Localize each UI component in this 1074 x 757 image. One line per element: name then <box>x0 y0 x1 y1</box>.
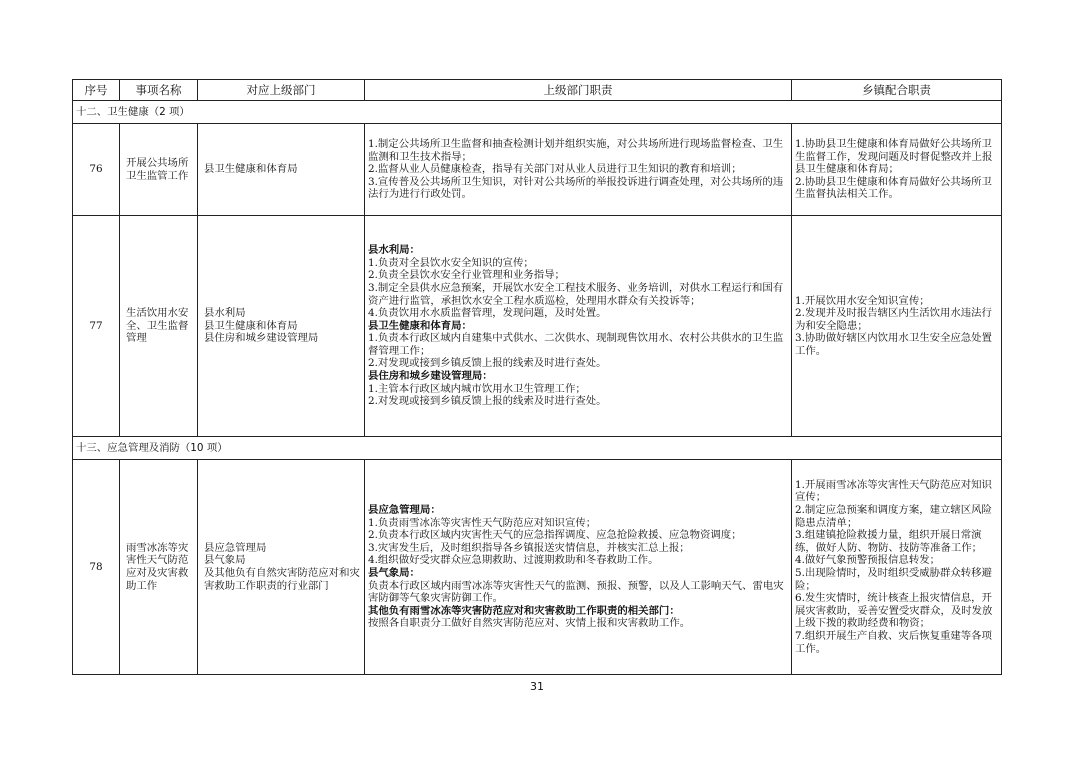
town-duty-line: 5.出现险情时，及时组织受威胁群众转移避险； <box>795 567 992 592</box>
duty-line: 1.负责对全县饮水安全知识的宣传； <box>368 256 534 269</box>
town-duty-line: 2.协助县卫生健康和体育局做好公共场所卫生监督执法相关工作。 <box>795 175 992 201</box>
duty-line: 2.监督从业人员健康检查，指导有关部门对从业人员进行卫生知识的教育和培训； <box>368 163 742 176</box>
town-duty-line: 1.协助县卫生健康和体育局做好公共场所卫生监督工作，发现问题及时督促整改并上报县卫生健康和体育局； <box>795 138 993 176</box>
duty-line: 2.对发现或接到乡镇反馈上报的线索及时进行查处。 <box>368 357 607 370</box>
dept-name: 县卫生健康和体育局 <box>204 319 298 332</box>
duty-line: 1.制定公共场所卫生监督和抽查检测计划并组织实施，对公共场所进行现场监督检查、卫生监测和卫生技术指导； <box>368 138 784 163</box>
duty-line: 1.负责本行政区域内自建集中式供水、二次供水、现制现售饮用水、农村公共供水的卫生监督管理工作； <box>368 332 784 357</box>
duty-line: 4.负责饮用水水质监督管理，发现问题，及时处置。 <box>368 307 607 320</box>
header-seq: 序号 <box>73 80 120 101</box>
town-cell <box>792 216 1002 437</box>
town-duty-line: 4.做好气象预警预报信息转发； <box>795 554 940 567</box>
table-row <box>73 460 1002 675</box>
duty-line: 2.对发现或接到乡镇反馈上报的线索及时进行查处。 <box>368 395 607 408</box>
dept-name: 县水利局 <box>204 307 246 320</box>
town-duty-line: 1.开展饮用水安全知识宣传； <box>795 294 930 307</box>
duty-line: 1.负责雨雪冰冻等灾害性天气防范应对知识宣传； <box>368 516 597 529</box>
dept-heading: 县住房和城乡建设管理局： <box>368 370 493 383</box>
duties-cell <box>365 216 792 437</box>
town-duty-line: 6.发生灾情时，统计核查上报灾情信息，开展灾害救助，妥善安置受灾群众，及时发放上级下拨的救助经费和物资； <box>795 592 993 630</box>
town-cell <box>792 124 1002 216</box>
row-number: 78 <box>73 460 120 675</box>
dept-name: 县住房和城乡建设管理局 <box>204 332 319 345</box>
duty-line: 负责本行政区域内雨雪冰冻等灾害性天气的监测、预报、预警，以及人工影响天气、雷电灾害防御等气象灾害防御工作。 <box>368 579 784 605</box>
table-row <box>73 124 1002 216</box>
duty-line: 按照各自职责分工做好自然灾害防范应对、灾情上报和灾害救助工作。 <box>368 617 691 630</box>
dept-heading: 县应急管理局： <box>368 504 441 517</box>
town-duty-line: 3.组建镇抢险救援力量，组织开展日常演练，做好人防、物防、技防等准备工作； <box>795 529 983 554</box>
responsibility-table <box>72 79 1002 675</box>
town-cell <box>792 460 1002 675</box>
item-name: 开展公共场所卫生监管工作 <box>120 124 198 216</box>
dept-cell <box>198 216 365 437</box>
duty-line: 4.组织做好受灾群众应急期救助、过渡期救助和冬春救助工作。 <box>368 554 659 567</box>
section-title: 十三、应急管理及消防（10 项） <box>73 437 1002 460</box>
town-duty-line: 1.开展雨雪冰冻等灾害性天气防范应对知识宣传； <box>795 478 992 504</box>
duty-line: 3.宣传普及公共场所卫生知识，对针对公共场所的举报投诉进行调查处理，对公共场所的违法行为进行行政处罚。 <box>368 175 784 201</box>
duty-line: 3.灾害发生后，及时组织指导各乡镇报送灾情信息，并核实汇总上报； <box>368 541 690 554</box>
dept-name: 县应急管理局 <box>204 541 267 554</box>
duty-line: 3.制定全县供水应急预案，开展饮水安全工程技术服务、业务培训，对供水工程运行和国有资产进行监管，承担饮水安全工程水质巡检，处理用水群众有关投诉等； <box>368 281 784 307</box>
town-duty-line: 2.制定应急预案和调度方案，建立辖区风险隐患点清单； <box>795 504 992 529</box>
dept-name: 县卫生健康和体育局 <box>204 163 298 176</box>
header-dept-duties: 上级部门职责 <box>365 80 792 101</box>
duty-line: 2.负责本行政区域内灾害性天气的应急指挥调度、应急抢险救援、应急物资调度； <box>368 529 742 542</box>
dept-heading: 县卫生健康和体育局： <box>368 319 472 332</box>
header-dept: 对应上级部门 <box>198 80 365 101</box>
dept-cell <box>198 124 365 216</box>
dept-cell <box>198 460 365 675</box>
item-name: 雨雪冰冻等灾害性天气防范应对及灾害救助工作 <box>120 460 198 675</box>
row-number: 77 <box>73 216 120 437</box>
town-duty-line: 7.组织开展生产自救、灾后恢复重建等各项工作。 <box>795 629 992 655</box>
town-duty-line: 3.协助做好辖区内饮用水卫生安全应急处置工作。 <box>795 332 992 357</box>
dept-name: 及其他负有自然灾害防范应对和灾害救助工作职责的行业部门 <box>204 567 360 592</box>
section-heading <box>73 101 1002 124</box>
table-header-row <box>73 80 1002 101</box>
duty-line: 2.负责全县饮水安全行业管理和业务指导； <box>368 269 565 282</box>
dept-heading: 县水利局： <box>368 244 420 257</box>
dept-heading: 县气象局： <box>368 567 420 579</box>
duties-cell <box>365 460 792 675</box>
header-town-duties: 乡镇配合职责 <box>792 80 1002 101</box>
row-number: 76 <box>73 124 120 216</box>
duties-cell <box>365 124 792 216</box>
table-row <box>73 216 1002 437</box>
town-duty-line: 2.发现并及时报告辖区内生活饮用水违法行为和安全隐患； <box>795 307 992 332</box>
section-title: 十二、卫生健康（2 项） <box>73 101 1002 124</box>
section-heading <box>73 437 1002 460</box>
duty-line: 1.主管本行政区域内城市饮用水卫生管理工作； <box>368 382 586 395</box>
item-name: 生活饮用水安全、卫生监督管理 <box>120 216 198 437</box>
dept-name: 县气象局 <box>204 554 246 567</box>
dept-heading: 其他负有雨雪冰冻等灾害防范应对和灾害救助工作职责的相关部门： <box>368 604 680 617</box>
page-number: 31 <box>530 680 544 693</box>
header-item-name: 事项名称 <box>120 80 198 101</box>
